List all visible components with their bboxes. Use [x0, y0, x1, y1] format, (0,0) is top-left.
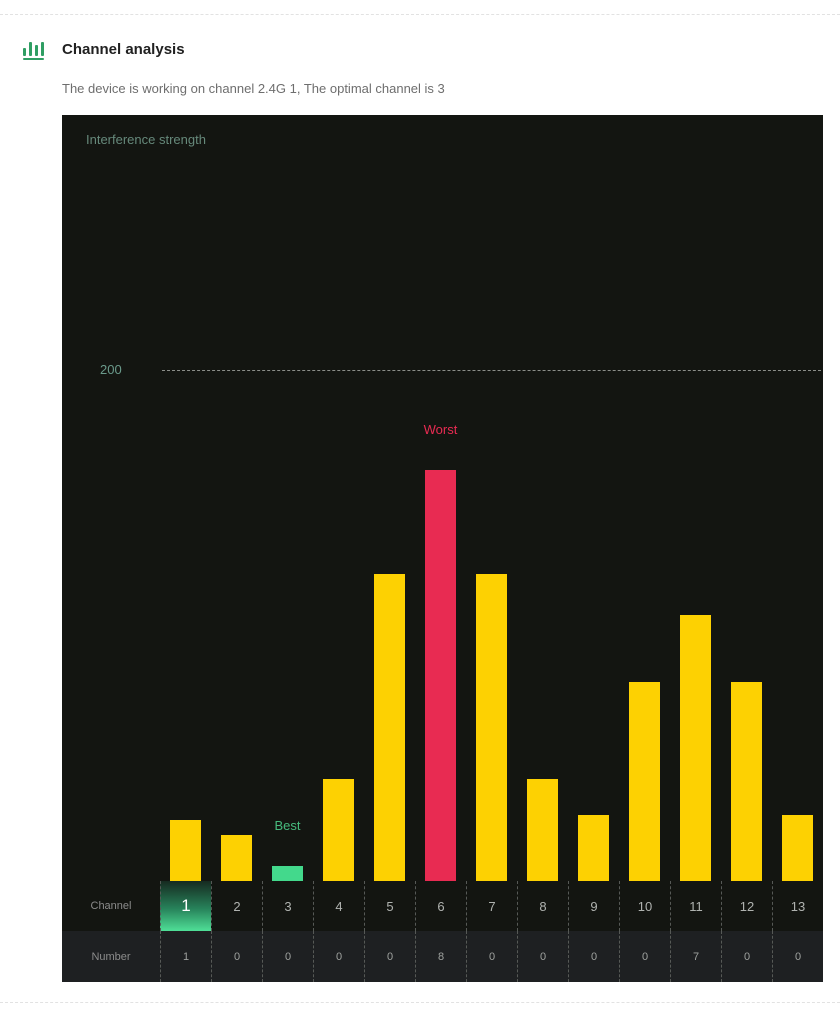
bar-channel-12 — [731, 682, 762, 881]
annotation-worst: Worst — [423, 421, 458, 437]
channel-row-label: Channel — [90, 900, 132, 912]
annotation-best: Best — [274, 817, 301, 833]
number-row-label: Number — [91, 950, 131, 963]
section-divider-bottom — [0, 1002, 840, 1003]
bar-channel-11 — [680, 615, 711, 881]
number-row — [62, 931, 823, 982]
channel-cell-3: 3 — [262, 881, 313, 931]
page-title: Channel analysis — [62, 41, 185, 58]
bar-chart-icon — [20, 38, 46, 62]
number-cell-4: 0 — [313, 931, 364, 982]
channel-cell-1: 1 — [160, 881, 211, 931]
bar-channel-9 — [578, 815, 609, 881]
bar-channel-1 — [170, 820, 201, 881]
channel-cell-12: 12 — [721, 881, 772, 931]
section-divider-top — [0, 14, 840, 15]
number-cell-9: 0 — [568, 931, 619, 982]
channel-cell-10: 10 — [619, 881, 670, 931]
bar-channel-6 — [425, 470, 456, 881]
channel-analysis-chart — [62, 115, 823, 982]
reference-line-200 — [162, 370, 821, 371]
channel-cell-11: 11 — [670, 881, 721, 931]
channel-cell-2: 2 — [211, 881, 262, 931]
channel-cell-13: 13 — [772, 881, 823, 931]
number-cell-11: 7 — [670, 931, 721, 982]
channel-cell-8: 8 — [517, 881, 568, 931]
number-cell-1: 1 — [160, 931, 211, 982]
number-cell-3: 0 — [262, 931, 313, 982]
bar-channel-3 — [272, 866, 303, 881]
bar-channel-7 — [476, 574, 507, 881]
number-cell-13: 0 — [772, 931, 823, 982]
number-cell-7: 0 — [466, 931, 517, 982]
channel-cell-9: 9 — [568, 881, 619, 931]
bar-channel-2 — [221, 835, 252, 881]
bar-channel-4 — [323, 779, 354, 881]
channel-cell-4: 4 — [313, 881, 364, 931]
number-cell-2: 0 — [211, 931, 262, 982]
number-cell-10: 0 — [619, 931, 670, 982]
bar-channel-5 — [374, 574, 405, 881]
number-cell-6: 8 — [415, 931, 466, 982]
number-cell-12: 0 — [721, 931, 772, 982]
chart-y-axis-label: Interference strength — [86, 132, 206, 147]
bar-channel-13 — [782, 815, 813, 881]
channel-cell-5: 5 — [364, 881, 415, 931]
channel-cell-7: 7 — [466, 881, 517, 931]
reference-line-label: 200 — [100, 362, 122, 377]
bar-channel-10 — [629, 682, 660, 881]
number-cell-5: 0 — [364, 931, 415, 982]
channel-cell-6: 6 — [415, 881, 466, 931]
number-cell-8: 0 — [517, 931, 568, 982]
channel-row — [62, 881, 823, 931]
bar-channel-8 — [527, 779, 558, 881]
page-subtitle: The device is working on channel 2.4G 1, The optimal channel is 3 — [62, 81, 445, 96]
